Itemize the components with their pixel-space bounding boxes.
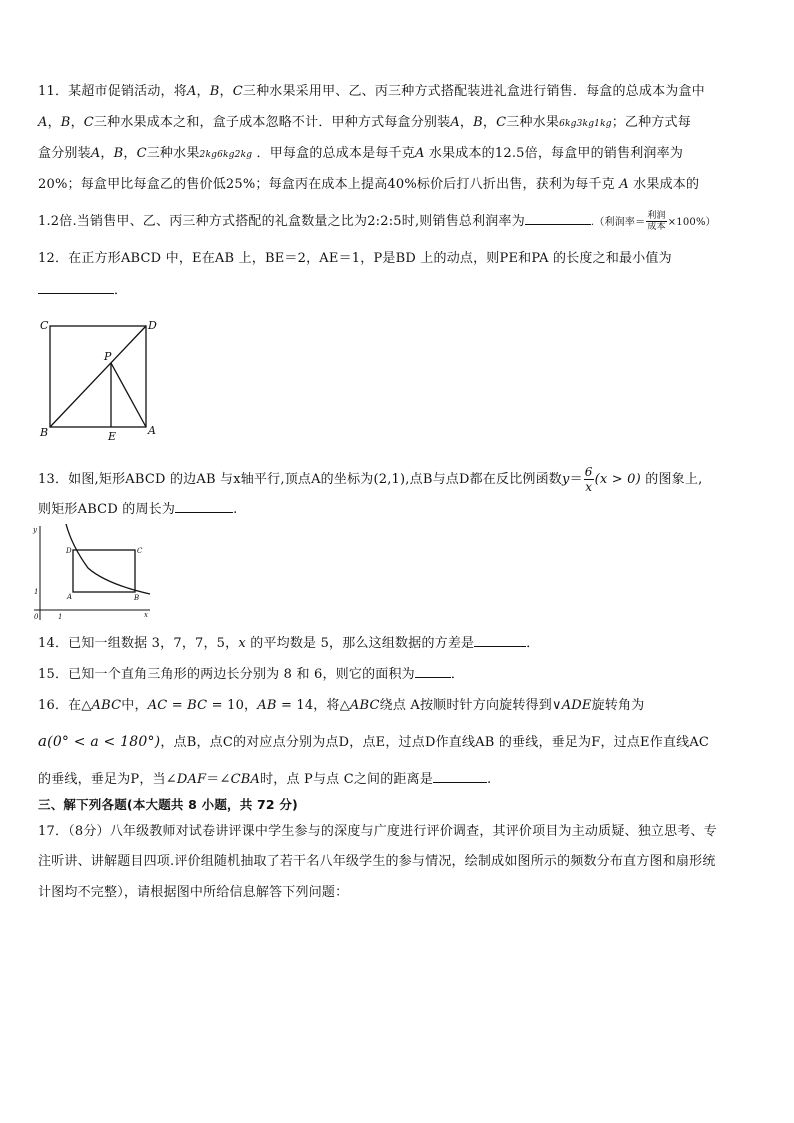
q13-text: 的图象上, [645, 472, 703, 487]
q16-text: 绕点 A按顺时针方向旋转得到∨ [379, 698, 562, 713]
q17-line-3: 计图均不完整），请根据图中所给信息解答下列问题： [38, 885, 349, 900]
answer-blank[interactable] [175, 500, 233, 513]
label-y: y [33, 526, 37, 534]
var-y: y [562, 472, 570, 487]
answer-blank[interactable] [38, 281, 114, 294]
section-heading: 三、解下列各题(本大题共 8 小题，共 72 分) [38, 797, 298, 812]
q16-text: 旋转角为 [591, 698, 645, 713]
q11-text: .（利润率＝ [590, 217, 646, 228]
q15-text: ． [450, 667, 465, 682]
label-d: D [148, 319, 157, 332]
q13-line-2 [38, 500, 758, 519]
label-b: B [134, 594, 140, 602]
rectangle-abcd [73, 550, 135, 592]
var-a: A [450, 115, 460, 130]
q11-line-4 [38, 176, 758, 194]
hyperbola-curve [66, 524, 150, 594]
q16-text: ，点B，点C的对应点分别为点D，点E，过点D作直线AB 的垂线，垂足为F，过点E作直线AC [160, 735, 710, 750]
label-a: A [148, 424, 156, 437]
var-b: B [113, 146, 124, 161]
var-a: A [619, 177, 629, 192]
q11-line-3: 盒分别装A，B，C三种水果2kg6kg2kg ．甲每盒的总成本是每千克A 水果成本的12.5倍，每盒甲的销售利润率为 [38, 146, 684, 161]
label-one-y: 1 [34, 588, 39, 596]
q16-line-3 [38, 770, 758, 789]
square-figure [38, 316, 168, 444]
var-c: C [232, 84, 243, 99]
equation-value: = 14，将△ [280, 698, 350, 713]
q14-text: 14．已知一组数据 3，7，7，5， [38, 636, 239, 651]
var-x: x [238, 636, 246, 651]
q14-line [38, 634, 758, 653]
angle-name: DAF [176, 772, 207, 787]
var-a: A [186, 84, 197, 99]
q13-text: 13．如图,矩形ABCD 的边AB 与x轴平行,顶点A的坐标为(2,1),点B与点D都在反比例函数 [38, 472, 563, 487]
q11-text: 三种水果 [146, 146, 200, 161]
weight: 2kg [199, 150, 218, 160]
q11-text: ×100%） [667, 217, 716, 228]
q13-text: . [233, 502, 238, 517]
triangle-name: ABC [91, 698, 122, 713]
segment-ab: AB [257, 698, 277, 713]
q11-text: 水果成本的 [633, 177, 700, 192]
fraction-numerator: 6 [584, 465, 593, 479]
var-a: A [38, 115, 48, 130]
q16-line-1 [38, 697, 758, 715]
q16-text: 16．在△ [38, 698, 92, 713]
triangle-name: ABC [349, 698, 380, 713]
label-e: E [108, 430, 117, 443]
function-fraction [584, 465, 594, 494]
label-a: A [67, 593, 73, 601]
equals-sign: ＝ [569, 472, 583, 487]
label-c: C [137, 547, 143, 555]
q11-text: 三种水果 [506, 115, 560, 130]
angle-range: (0° < a < 180°) [47, 734, 161, 750]
q15-line [38, 665, 758, 684]
answer-blank[interactable] [474, 634, 526, 647]
q11-text: 11．某超市促销活动，将 [38, 84, 187, 99]
q13-text: 则矩形ABCD 的周长为 [38, 502, 176, 517]
q12-line-2 [38, 281, 758, 300]
q11-text: 三种水果成本之和，盒子成本忽略不计．甲种方式每盒分别装 [93, 115, 451, 130]
var-b: B [209, 84, 220, 99]
weight: 3kg [576, 119, 595, 129]
q16-text: . [487, 772, 492, 787]
q11-line-2: A，B，C三种水果成本之和，盒子成本忽略不计．甲种方式每盒分别装A，B，C三种水果6kg3kg1kg；乙种方式每 [38, 115, 691, 130]
triangle-name: ADE [561, 698, 592, 713]
answer-blank[interactable] [525, 212, 591, 225]
var-a: A [90, 146, 101, 161]
segment-pa [111, 363, 146, 427]
label-p: P [104, 350, 112, 363]
q16-line-2 [38, 732, 758, 752]
q11-text: ；乙种方式每 [611, 115, 691, 130]
var-b: B [473, 115, 483, 130]
q17-line-1: 17．（8分）八年级教师对试卷讲评课中学生参与的深度与广度进行评价调查，其评价项目为主动质疑、独立思考、专 [38, 824, 717, 839]
answer-blank[interactable] [433, 770, 487, 783]
q12-line-1 [38, 250, 758, 268]
diagonal-bd [50, 326, 146, 427]
q11-text: 盒分别装 [38, 146, 91, 161]
weight: 6kg [217, 150, 235, 160]
q15-text: 15．已知一个直角三角形的两边长分别为 8 和 6，则它的面积为 [38, 667, 415, 682]
label-b: B [40, 426, 49, 439]
var-c: C [83, 115, 94, 130]
var-b: B [60, 115, 71, 130]
q11-text: 20%；每盒甲比每盒乙的售价低25%；每盒丙在成本上提高40%标价后打八折出售，获利为每千克 [38, 177, 615, 192]
q11-text: 1.2倍.当销售甲、乙、丙三种方式搭配的礼盒数量之比为2:2:5时,则销售总利润率为 [38, 214, 525, 229]
equation: AC = BC [147, 698, 208, 713]
answer-blank[interactable] [415, 665, 451, 678]
q17-line-2: 注听讲、讲解题目四项.评价组随机抽取了若干名八年级学生的参与情况，绘制成如图所示的频数分布直方图和扇形统 [38, 854, 716, 869]
q16-text: 时，点 P与点 C之间的距离是 [260, 772, 434, 787]
q16-text: ＝∠ [206, 772, 231, 787]
q11-text: 三种水果采用甲、乙、丙三种方式搭配装进礼盒进行销售．每盒的总成本为盒中 [242, 84, 705, 99]
weight: 1kg [594, 119, 612, 129]
weight: 6kg [559, 119, 577, 129]
q16-text: 中， [121, 698, 148, 713]
label-c: C [40, 319, 49, 332]
q13-line-1 [38, 465, 758, 494]
fraction-denominator: x [585, 480, 593, 494]
q11-text: ．甲每盒的总成本是每千克 [256, 146, 415, 161]
angle-name: CBA [230, 772, 261, 787]
var-c: C [136, 146, 147, 161]
label-origin: 0 [34, 613, 39, 621]
var-a: A [414, 146, 425, 161]
label-one-x: 1 [58, 613, 63, 621]
q11-text: 水果成本的12.5倍，每盒甲的销售利润率为 [428, 146, 684, 161]
q14-text: ． [526, 636, 540, 651]
q14-text: 的平均数是 5，那么这组数据的方差是 [250, 636, 475, 651]
q12-text: ． [114, 283, 128, 298]
domain-condition: (x > 0) [594, 472, 641, 487]
fraction-numerator: 利润 [647, 211, 666, 221]
fraction-denominator: 成本 [647, 222, 666, 232]
hyperbola-figure [30, 522, 154, 626]
q12-text: 12．在正方形ABCD 中，E在AB 上，BE＝2，AE＝1，P是BD 上的动点，则PE和PA 的长度之和最小值为 [38, 251, 672, 266]
equation-value: = 10， [211, 698, 258, 713]
profit-fraction [646, 211, 666, 232]
label-x: x [144, 611, 148, 619]
q16-text: 的垂线，垂足为P，当∠ [38, 772, 177, 787]
q11-line-1: 11．某超市促销活动，将A，B，C三种水果采用甲、乙、丙三种方式搭配装进礼盒进行销售．每盒的总成本为盒中 [38, 84, 705, 99]
label-d: D [66, 547, 72, 555]
weight: 2kg [234, 150, 253, 160]
q11-line-5 [38, 211, 758, 232]
var-c: C [496, 115, 507, 130]
angle-var: a [38, 732, 48, 750]
